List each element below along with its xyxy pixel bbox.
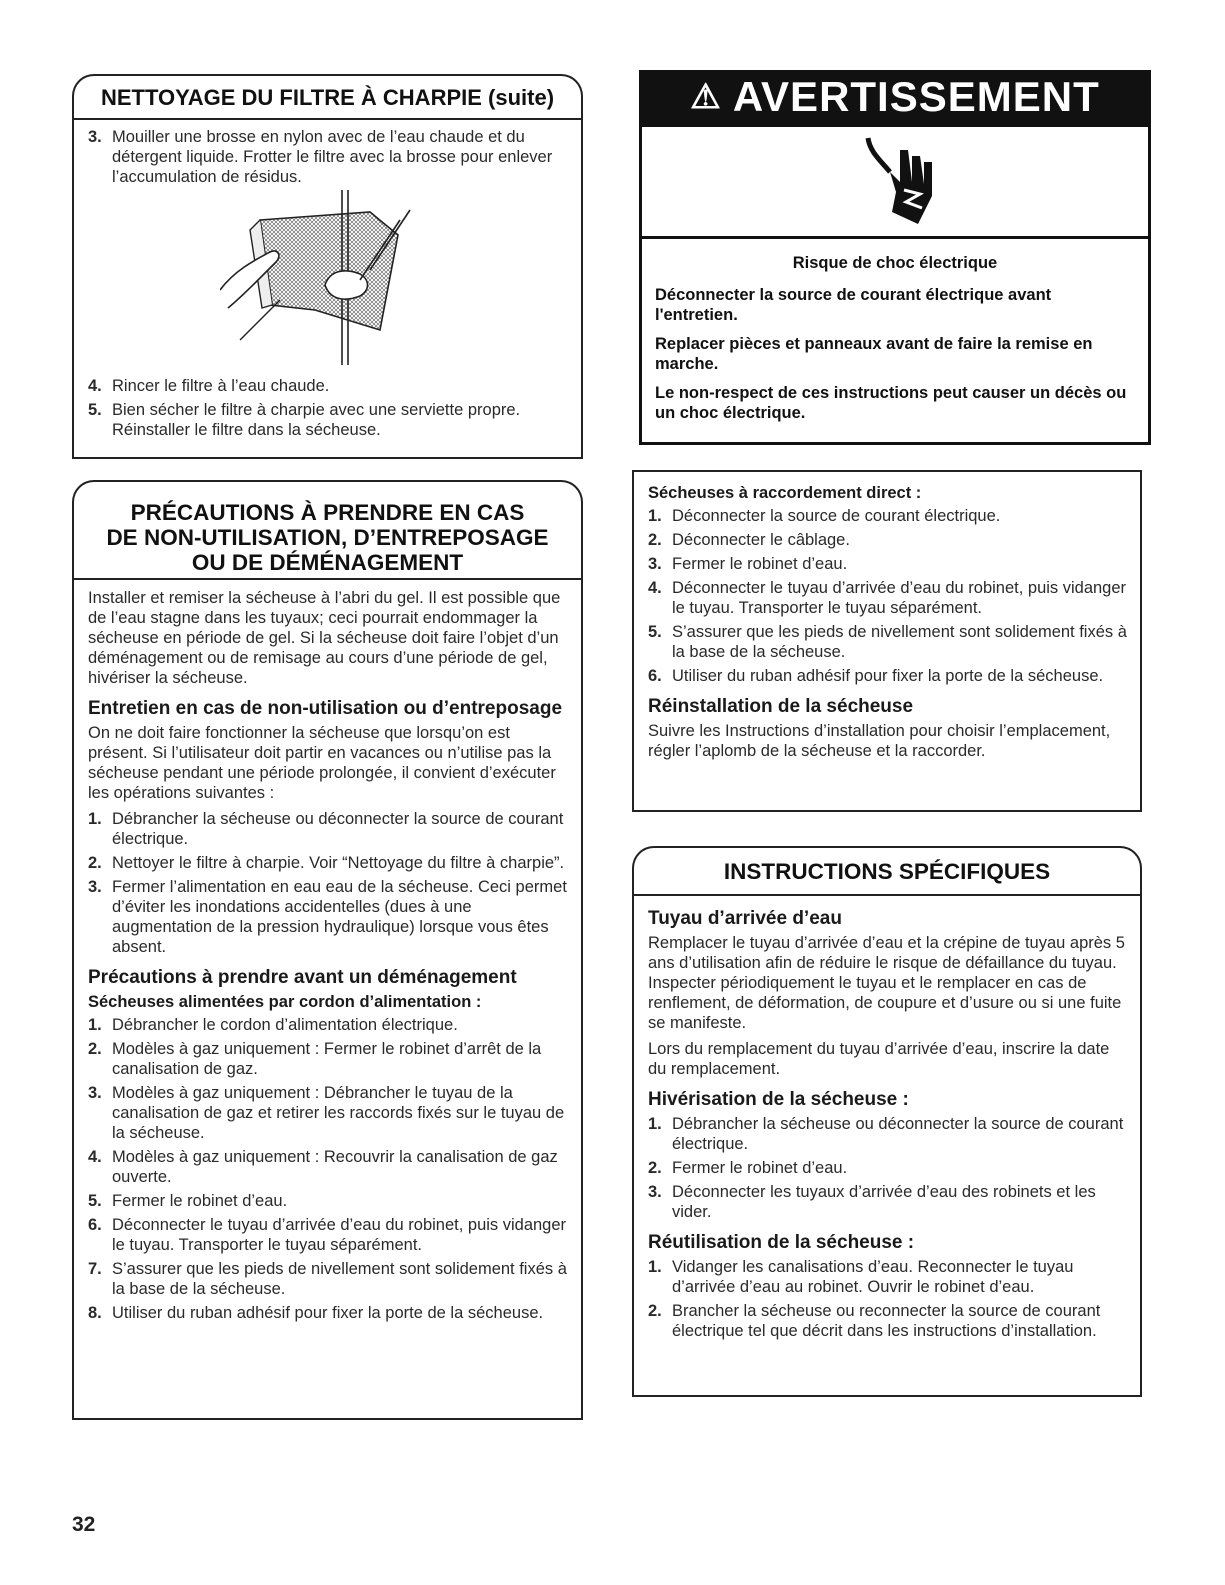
- warning-line: Déconnecter la source de courant électrique avant l'entretien.: [655, 286, 1052, 324]
- specific-body: [648, 898, 1130, 1345]
- precautions-title-line: OU DE DÉMÉNAGEMENT: [191, 550, 464, 575]
- lint-steps-after: [88, 376, 568, 444]
- step-number: 1.: [648, 1115, 662, 1133]
- step-number: 1.: [88, 810, 102, 828]
- step-number: 4.: [88, 377, 102, 395]
- list-item: [648, 1158, 1130, 1178]
- step-text: Utiliser du ruban adhésif pour fixer la porte de la sécheuse.: [672, 667, 1104, 685]
- page-number: 32: [72, 1513, 96, 1536]
- step-number: 1.: [648, 507, 662, 525]
- list-item: [88, 1147, 570, 1187]
- step-text: Débrancher le cordon d’alimentation électrique.: [112, 1016, 458, 1034]
- lint-filter-brush-illustration: [220, 190, 420, 370]
- list-item: [88, 1215, 570, 1255]
- precautions-title-line: PRÉCAUTIONS À PRENDRE EN CAS: [130, 500, 525, 525]
- list-item: [648, 622, 1128, 662]
- step-number: 3.: [88, 1084, 102, 1102]
- lint-section-title-tab: [72, 74, 583, 120]
- list-item: [648, 666, 1128, 686]
- step-text: Fermer l’alimentation en eau eau de la sécheuse. Ceci permet d’éviter les inondations accidentelles (dues à une augmentation de la pression hydraulique) lorsque vous êtes absent.: [112, 878, 567, 956]
- list-item: [88, 1039, 570, 1079]
- step-text: Mouiller une brosse en nylon avec de l’eau chaude et du détergent liquide. Frotter le filtre avec la brosse pour enlever l’accumulation de résidus.: [112, 128, 553, 186]
- precautions-body: [88, 588, 570, 1327]
- precautions-title-line: DE NON-UTILISATION, D’ENTREPOSAGE: [106, 525, 549, 550]
- step-number: 5.: [648, 623, 662, 641]
- hose-heading: Tuyau d’arrivée d’eau: [648, 908, 842, 929]
- list-item: [88, 400, 568, 440]
- step-text: Brancher la sécheuse ou reconnecter la source de courant électrique tel que décrit dans les instructions d’installation.: [672, 1302, 1101, 1340]
- storage-heading: Entretien en cas de non-utilisation ou d’entreposage: [88, 698, 563, 719]
- list-item: [648, 530, 1128, 550]
- step-text: Vidanger les canalisations d’eau. Reconnecter le tuyau d’arrivée d’eau au robinet. Ouvrir le robinet d’eau.: [672, 1258, 1074, 1296]
- reinstall-text: Suivre les Instructions d’installation pour choisir l’emplacement, régler l’aplomb de la sécheuse et la raccorder.: [648, 722, 1111, 760]
- step-number: 5.: [88, 1192, 102, 1210]
- list-item: [88, 1259, 570, 1299]
- step-text: Nettoyer le filtre à charpie. Voir “Nettoyage du filtre à charpie”.: [112, 854, 565, 872]
- list-item: [88, 1015, 570, 1035]
- list-item: [648, 578, 1128, 618]
- warning-text: [655, 253, 1135, 432]
- warning-header-text: AVERTISSEMENT: [732, 73, 1100, 120]
- step-number: 3.: [648, 555, 662, 573]
- warning-icon-divider: [639, 236, 1151, 239]
- lint-steps-before: [88, 127, 568, 191]
- list-item: [648, 1114, 1130, 1154]
- warning-line: Replacer pièces et panneaux avant de faire la remise en marche.: [655, 335, 1093, 373]
- electric-shock-icon: [860, 132, 940, 228]
- precautions-intro: Installer et remiser la sécheuse à l’abri du gel. Il est possible que de l’eau stagne dans les tuyaux; ceci pourrait endommager la sécheuse en période de gel. Si la sécheuse doit faire l’objet d’un déménagement ou de remisage au cours d’une période de gel, hivériser la sécheuse.: [88, 589, 561, 687]
- step-number: 2.: [88, 854, 102, 872]
- step-number: 2.: [88, 1040, 102, 1058]
- step-text: Débrancher la sécheuse ou déconnecter la source de courant électrique.: [112, 810, 564, 848]
- step-text: Déconnecter le tuyau d’arrivée d’eau du robinet, puis vidanger le tuyau. Transporter le tuyau séparément.: [672, 579, 1127, 617]
- step-text: Modèles à gaz uniquement : Débrancher le tuyau de la canalisation de gaz et retirer les raccords fixés sur le tuyau de la sécheuse.: [112, 1084, 565, 1142]
- direct-subheading: Sécheuses à raccordement direct :: [648, 484, 922, 502]
- storage-intro: On ne doit faire fonctionner la sécheuse que lorsqu’on est présent. Si l’utilisateur doit partir en vacances ou n’utilise pas la sécheuse pendant une période prolongée, il convient d’exécuter les opérations suivantes :: [88, 724, 556, 802]
- step-text: Fermer le robinet d’eau.: [672, 1159, 848, 1177]
- step-text: Utiliser du ruban adhésif pour fixer la porte de la sécheuse.: [112, 1304, 544, 1322]
- step-text: Déconnecter le câblage.: [672, 531, 850, 549]
- list-item: [648, 1182, 1130, 1222]
- moving-heading: Précautions à prendre avant un déménagement: [88, 967, 517, 988]
- step-number: 6.: [88, 1216, 102, 1234]
- lint-section-title: NETTOYAGE DU FILTRE À CHARPIE (suite): [100, 85, 555, 110]
- step-text: Déconnecter la source de courant électrique.: [672, 507, 1001, 525]
- step-number: 1.: [88, 1016, 102, 1034]
- step-text: Rincer le filtre à l’eau chaude.: [112, 377, 330, 395]
- list-item: [88, 877, 570, 957]
- list-item: [88, 376, 568, 396]
- list-item: [88, 127, 568, 187]
- step-text: Modèles à gaz uniquement : Fermer le robinet d’arrêt de la canalisation de gaz.: [112, 1040, 542, 1078]
- list-item: [648, 554, 1128, 574]
- hose-paragraph: Remplacer le tuyau d’arrivée d’eau et la crépine de tuyau après 5 ans d’utilisation afin de réduire le risque de défaillance du tuyau. Inspecter périodiquement le tuyau et le remplacer en cas de renflement, de déformation, de coupure et d’usure ou si une fuite se manifeste.: [648, 934, 1125, 1032]
- specific-title: INSTRUCTIONS SPÉCIFIQUES: [723, 859, 1051, 884]
- step-number: 5.: [88, 401, 102, 419]
- warning-triangle-icon: ⚠: [690, 78, 722, 116]
- step-number: 6.: [648, 667, 662, 685]
- step-number: 7.: [88, 1260, 102, 1278]
- precautions-title-tab: [72, 480, 583, 580]
- hose-paragraph: Lors du remplacement du tuyau d’arrivée d’eau, inscrire la date du remplacement.: [648, 1040, 1110, 1078]
- list-item: [88, 1303, 570, 1323]
- step-text: S’assurer que les pieds de nivellement sont solidement fixés à la base de la sécheuse.: [672, 623, 1127, 661]
- reuse-heading: Réutilisation de la sécheuse :: [648, 1232, 915, 1253]
- warning-line: Le non-respect de ces instructions peut causer un décès ou un choc électrique.: [655, 384, 1127, 422]
- step-number: 2.: [648, 1159, 662, 1177]
- step-number: 3.: [88, 128, 102, 146]
- step-number: 3.: [88, 878, 102, 896]
- list-item: [88, 853, 570, 873]
- step-number: 4.: [88, 1148, 102, 1166]
- warning-risk-title: Risque de choc électrique: [792, 254, 998, 272]
- warning-header: [639, 70, 1151, 124]
- step-text: Bien sécher le filtre à charpie avec une serviette propre. Réinstaller le filtre dans la sécheuse.: [112, 401, 521, 439]
- direct-wire-body: [648, 481, 1128, 767]
- step-text: Modèles à gaz uniquement : Recouvrir la canalisation de gaz ouverte.: [112, 1148, 558, 1186]
- step-text: Déconnecter les tuyaux d’arrivée d’eau des robinets et les vider.: [672, 1183, 1096, 1221]
- step-text: Débrancher la sécheuse ou déconnecter la source de courant électrique.: [672, 1115, 1124, 1153]
- list-item: [88, 809, 570, 849]
- cord-subheading: Sécheuses alimentées par cordon d’alimentation :: [88, 993, 482, 1011]
- specific-title-tab: [632, 846, 1142, 896]
- reinstall-heading: Réinstallation de la sécheuse: [648, 696, 914, 717]
- step-number: 1.: [648, 1258, 662, 1276]
- step-number: 2.: [648, 531, 662, 549]
- list-item: [648, 1257, 1130, 1297]
- winter-heading: Hivérisation de la sécheuse :: [648, 1089, 909, 1110]
- step-text: Fermer le robinet d’eau.: [672, 555, 848, 573]
- step-text: Fermer le robinet d’eau.: [112, 1192, 288, 1210]
- step-number: 2.: [648, 1302, 662, 1320]
- step-number: 4.: [648, 579, 662, 597]
- list-item: [88, 1191, 570, 1211]
- step-text: S’assurer que les pieds de nivellement sont solidement fixés à la base de la sécheuse.: [112, 1260, 567, 1298]
- step-number: 3.: [648, 1183, 662, 1201]
- step-text: Déconnecter le tuyau d’arrivée d’eau du robinet, puis vidanger le tuyau. Transporter le tuyau séparément.: [112, 1216, 567, 1254]
- list-item: [648, 506, 1128, 526]
- step-number: 8.: [88, 1304, 102, 1322]
- list-item: [88, 1083, 570, 1143]
- list-item: [648, 1301, 1130, 1341]
